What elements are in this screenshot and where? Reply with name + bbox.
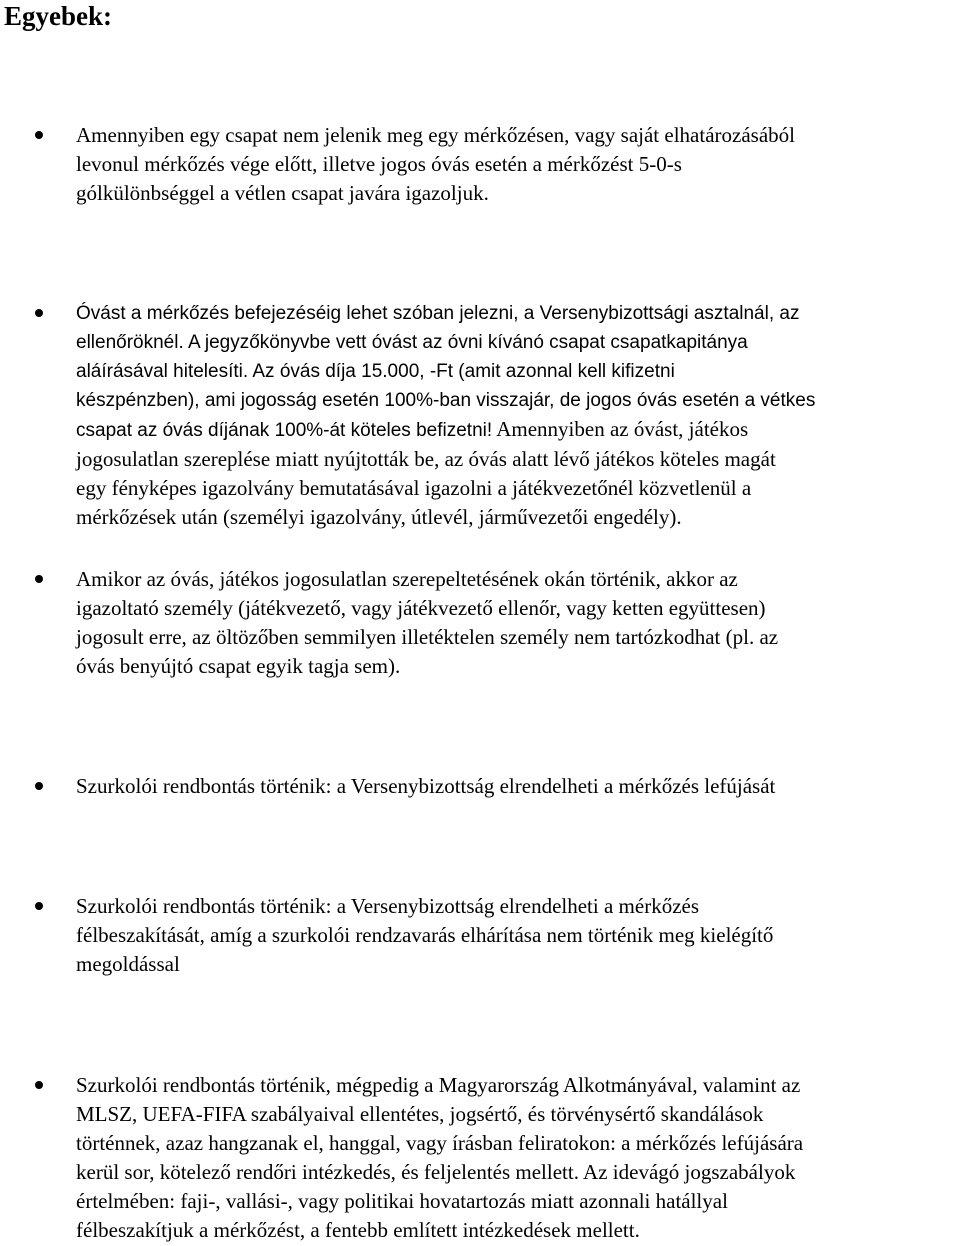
text-line: értelmében: faji-, vallási-, vagy politikai hovatartozás miatt azonnali hatállyal	[76, 1189, 728, 1213]
text-segment: Amennyiben az óvást, játékos	[492, 417, 749, 441]
bullet-icon	[35, 309, 43, 317]
text-line-mixed	[76, 415, 960, 445]
text-line: egy fényképes igazolvány bemutatásával igazolni a játékvezetőnél közvetlenül a	[76, 476, 752, 500]
text-line: Szurkolói rendbontás történik: a Versenybizottság elrendelheti a mérkőzés lefújását	[76, 774, 776, 798]
list-item-fan-disorder-interrupt	[76, 892, 960, 979]
text-line: félbeszakítjuk a mérkőzést, a fentebb említett intézkedések mellett.	[76, 1218, 640, 1242]
list-item-eligibility	[76, 565, 960, 681]
text-line: Szurkolói rendbontás történik: a Versenybizottság elrendelheti a mérkőzés	[76, 894, 700, 918]
text-line: Óvást a mérkőzés befejezéséig lehet szóban jelezni, a Versenybizottsági asztalnál, az	[76, 303, 800, 324]
text-line: Amikor az óvás, játékos jogosulatlan szerepeltetésének okán történik, akkor az	[76, 567, 738, 591]
text-line: óvás benyújtó csapat egyik tagja sem).	[76, 654, 401, 678]
text-line: történnek, azaz hangzanak el, hanggal, vagy írásban feliratokon: a mérkőzés lefújására	[76, 1131, 804, 1155]
bullet-icon	[35, 575, 43, 583]
list-item-forfeit	[76, 121, 960, 208]
text-line: jogosult erre, az öltözőben semmilyen illetéktelen személy nem tartózkodhat (pl. az	[76, 625, 779, 649]
text-line: készpénzben), ami jogosság esetén 100%-ban visszajár, de jogos óvás esetén a vétkes	[76, 390, 816, 411]
text-line: Szurkolói rendbontás történik, mégpedig a Magyarország Alkotmányával, valamint az	[76, 1073, 801, 1097]
list-item-fan-disorder-stop	[76, 772, 960, 801]
text-segment: csapat az óvás díjának 100%-át köteles befizetni!	[76, 420, 493, 441]
list-item-fan-disorder-unlawful	[76, 1071, 960, 1245]
bullet-icon	[35, 782, 43, 790]
text-line: megoldással	[76, 952, 180, 976]
text-line: igazoltató személy (játékvezető, vagy játékvezető ellenőr, vagy ketten együttesen)	[76, 596, 766, 620]
text-line: MLSZ, UEFA-FIFA szabályaival ellentétes, jogsértő, és törvénysértő skandálások	[76, 1102, 764, 1126]
text-line: Amennyiben egy csapat nem jelenik meg egy mérkőzésen, vagy saját elhatározásából	[76, 123, 795, 147]
bullet-icon	[35, 131, 43, 139]
text-line: ellenőröknél. A jegyzőkönyvbe vett óvást az óvni kívánó csapat csapatkapitánya	[76, 332, 748, 353]
page-heading: Egyebek:	[4, 1, 112, 31]
text-line: levonul mérkőzés vége előtt, illetve jogos óvás esetén a mérkőzést 5-0-s	[76, 152, 682, 176]
text-line: gólkülönbséggel a vétlen csapat javára igazoljuk.	[76, 181, 489, 205]
text-line: jogosulatlan szereplése miatt nyújtották be, az óvás alatt lévő játékos köteles magát	[76, 447, 776, 471]
text-line: félbeszakítását, amíg a szurkolói rendzavarás elhárítása nem történik meg kielégítő	[76, 923, 774, 947]
text-line: mérkőzések után (személyi igazolvány, útlevél, járművezetői engedély).	[76, 505, 682, 529]
bullet-icon	[35, 902, 43, 910]
text-line: aláírásával hitelesíti. Az óvás díja 15.000, -Ft (amit azonnal kell kifizetni	[76, 361, 675, 382]
list-item-protest	[76, 299, 960, 532]
text-line: kerül sor, kötelező rendőri intézkedés, és feljelentés mellett. Az idevágó jogszabályok	[76, 1160, 796, 1184]
bullet-icon	[35, 1081, 43, 1089]
